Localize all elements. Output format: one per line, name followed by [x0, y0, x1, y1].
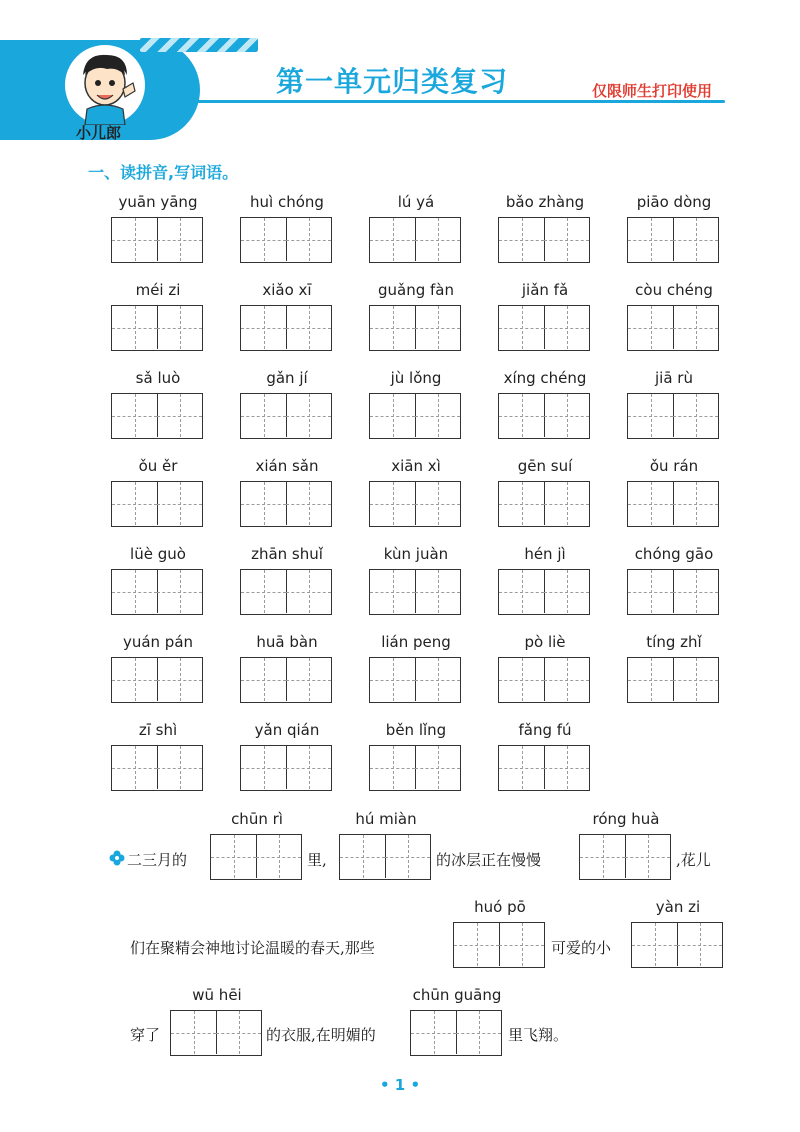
writing-box[interactable]: [170, 1010, 262, 1056]
writing-square[interactable]: [112, 394, 158, 437]
pinyin-label: zhān shuǐ: [251, 545, 323, 563]
writing-box[interactable]: [410, 1010, 502, 1056]
writing-box[interactable]: [498, 481, 590, 527]
pinyin-label: xiān xì: [391, 457, 441, 475]
pinyin-label: yuán pán: [122, 633, 194, 651]
writing-square[interactable]: [157, 218, 202, 261]
pinyin-label: xiǎo xī: [262, 281, 312, 299]
writing-box[interactable]: [240, 569, 332, 615]
writing-square[interactable]: [544, 658, 589, 701]
writing-box[interactable]: [111, 217, 203, 263]
writing-box[interactable]: [240, 481, 332, 527]
writing-box[interactable]: [369, 393, 461, 439]
pinyin-label: fǎng fú: [518, 721, 572, 739]
writing-square[interactable]: [241, 658, 287, 701]
writing-square[interactable]: [157, 658, 202, 701]
writing-square[interactable]: [544, 306, 589, 349]
writing-box[interactable]: [498, 657, 590, 703]
writing-square[interactable]: [241, 394, 287, 437]
writing-square[interactable]: [415, 482, 460, 525]
writing-square[interactable]: [286, 658, 331, 701]
writing-square[interactable]: [673, 658, 718, 701]
pinyin-label: hén jì: [524, 545, 566, 563]
writing-box[interactable]: [339, 834, 431, 880]
writing-box[interactable]: [498, 393, 590, 439]
writing-square[interactable]: [370, 482, 416, 525]
writing-square[interactable]: [628, 658, 674, 701]
writing-square[interactable]: [673, 394, 718, 437]
pinyin-label: ǒu rán: [649, 457, 699, 475]
pinyin-label: guǎng fàn: [378, 281, 454, 299]
writing-square[interactable]: [411, 1011, 457, 1054]
pinyin-label: hú miàn: [355, 810, 417, 828]
pinyin-label: wū hēi: [192, 986, 242, 1004]
writing-square[interactable]: [632, 923, 678, 966]
header-stripes: [140, 38, 258, 52]
writing-box[interactable]: [111, 481, 203, 527]
pinyin-label: kùn juàn: [383, 545, 449, 563]
writing-square[interactable]: [628, 482, 674, 525]
writing-box[interactable]: [579, 834, 671, 880]
writing-square[interactable]: [499, 306, 545, 349]
writing-square[interactable]: [112, 746, 158, 789]
writing-square[interactable]: [216, 1011, 261, 1054]
writing-square[interactable]: [544, 482, 589, 525]
writing-square[interactable]: [370, 306, 416, 349]
writing-square[interactable]: [673, 306, 718, 349]
pinyin-label: xián sǎn: [255, 457, 319, 475]
header-banner: [0, 0, 800, 140]
writing-square[interactable]: [112, 658, 158, 701]
passage-text: 穿了: [130, 1026, 161, 1044]
writing-square[interactable]: [673, 218, 718, 261]
writing-square[interactable]: [112, 306, 158, 349]
usage-note: 仅限师生打印使用: [592, 82, 713, 100]
pinyin-label: pò liè: [524, 633, 566, 651]
writing-square[interactable]: [112, 570, 158, 613]
pinyin-label: xíng chéng: [503, 369, 587, 387]
writing-square[interactable]: [499, 218, 545, 261]
writing-square[interactable]: [241, 570, 287, 613]
writing-square[interactable]: [544, 746, 589, 789]
pinyin-label: lú yá: [397, 193, 435, 211]
writing-square[interactable]: [673, 482, 718, 525]
writing-box[interactable]: [111, 305, 203, 351]
pinyin-label: piāo dòng: [636, 193, 712, 211]
writing-box[interactable]: [240, 217, 332, 263]
writing-square[interactable]: [544, 394, 589, 437]
pinyin-label: běn lǐng: [385, 721, 447, 739]
passage-text: 的衣服,在明媚的: [266, 1026, 376, 1044]
writing-square[interactable]: [286, 394, 331, 437]
writing-box[interactable]: [111, 745, 203, 791]
writing-square[interactable]: [157, 746, 202, 789]
page-title: 第一单元归类复习: [276, 65, 509, 98]
writing-box[interactable]: [369, 217, 461, 263]
pinyin-label: huì chóng: [250, 193, 324, 211]
writing-box[interactable]: [369, 569, 461, 615]
pinyin-label: gǎn jí: [266, 369, 308, 387]
passage-text: 里飞翔。: [508, 1026, 569, 1044]
writing-box[interactable]: [369, 745, 461, 791]
mascot-label: 小儿郎: [76, 124, 122, 142]
writing-square[interactable]: [580, 835, 626, 878]
pinyin-label: gēn suí: [517, 457, 573, 475]
pinyin-label: tíng zhǐ: [646, 633, 702, 651]
passage-text: 二三月的: [127, 851, 188, 869]
writing-square[interactable]: [544, 570, 589, 613]
writing-box[interactable]: [240, 393, 332, 439]
writing-square[interactable]: [628, 570, 674, 613]
writing-box[interactable]: [240, 305, 332, 351]
writing-square[interactable]: [415, 394, 460, 437]
pinyin-label: lüè guò: [130, 545, 186, 563]
page-number: • 1 •: [379, 1076, 421, 1094]
mascot-avatar: [62, 42, 148, 128]
writing-square[interactable]: [673, 570, 718, 613]
pinyin-label: huā bàn: [256, 633, 318, 651]
writing-box[interactable]: [369, 305, 461, 351]
writing-box[interactable]: [627, 569, 719, 615]
writing-square[interactable]: [241, 482, 287, 525]
writing-square[interactable]: [157, 570, 202, 613]
writing-square[interactable]: [628, 306, 674, 349]
writing-square[interactable]: [171, 1011, 217, 1054]
writing-square[interactable]: [286, 306, 331, 349]
pinyin-label: jù lǒng: [390, 369, 442, 387]
boy-mascot-icon: [65, 45, 145, 125]
writing-square[interactable]: [499, 394, 545, 437]
writing-box[interactable]: [111, 657, 203, 703]
writing-box[interactable]: [498, 745, 590, 791]
pinyin-label: yuān yāng: [118, 193, 198, 211]
writing-square[interactable]: [415, 746, 460, 789]
writing-square[interactable]: [677, 923, 722, 966]
writing-box[interactable]: [111, 569, 203, 615]
writing-square[interactable]: [415, 658, 460, 701]
writing-square[interactable]: [544, 218, 589, 261]
writing-box[interactable]: [111, 393, 203, 439]
writing-square[interactable]: [286, 746, 331, 789]
writing-square[interactable]: [112, 482, 158, 525]
writing-square[interactable]: [370, 394, 416, 437]
pinyin-label: chūn guāng: [412, 986, 502, 1004]
writing-square[interactable]: [499, 746, 545, 789]
writing-square[interactable]: [499, 570, 545, 613]
writing-square[interactable]: [211, 835, 257, 878]
pinyin-label: còu chéng: [635, 281, 713, 299]
pinyin-label: chóng gāo: [634, 545, 714, 563]
pinyin-label: róng huà: [592, 810, 660, 828]
writing-square[interactable]: [415, 570, 460, 613]
writing-square[interactable]: [415, 218, 460, 261]
writing-box[interactable]: [498, 569, 590, 615]
writing-square[interactable]: [340, 835, 386, 878]
writing-square[interactable]: [628, 218, 674, 261]
writing-box[interactable]: [453, 922, 545, 968]
writing-square[interactable]: [628, 394, 674, 437]
pinyin-label: zī shì: [138, 721, 178, 739]
pinyin-label: ǒu ěr: [138, 457, 178, 475]
pinyin-label: méi zi: [135, 281, 181, 299]
pinyin-label: yǎn qián: [254, 721, 320, 739]
writing-box[interactable]: [369, 481, 461, 527]
writing-square[interactable]: [112, 218, 158, 261]
writing-square[interactable]: [370, 218, 416, 261]
writing-box[interactable]: [627, 393, 719, 439]
writing-square[interactable]: [286, 218, 331, 261]
writing-square[interactable]: [454, 923, 500, 966]
clover-icon: [109, 850, 125, 866]
pinyin-label: huó pō: [474, 898, 526, 916]
writing-box[interactable]: [498, 305, 590, 351]
writing-square[interactable]: [499, 658, 545, 701]
section-heading: 一、读拼音,写词语。: [88, 163, 239, 182]
writing-box[interactable]: [627, 305, 719, 351]
writing-square[interactable]: [157, 306, 202, 349]
writing-square[interactable]: [286, 570, 331, 613]
writing-square[interactable]: [499, 923, 544, 966]
writing-box[interactable]: [240, 745, 332, 791]
writing-square[interactable]: [157, 394, 202, 437]
writing-square[interactable]: [415, 306, 460, 349]
writing-square[interactable]: [625, 835, 670, 878]
passage-text: 们在聚精会神地讨论温暖的春天,那些: [130, 939, 375, 957]
writing-box[interactable]: [627, 657, 719, 703]
writing-square[interactable]: [286, 482, 331, 525]
pinyin-label: jiǎn fǎ: [521, 281, 569, 299]
passage-text: ,花儿: [676, 851, 711, 869]
writing-square[interactable]: [385, 835, 430, 878]
pinyin-label: chūn rì: [231, 810, 283, 828]
passage-text: 里,: [307, 851, 327, 869]
writing-square[interactable]: [370, 570, 416, 613]
writing-box[interactable]: [369, 657, 461, 703]
writing-square[interactable]: [157, 482, 202, 525]
writing-box[interactable]: [631, 922, 723, 968]
pinyin-label: yàn zi: [655, 898, 701, 916]
writing-square[interactable]: [456, 1011, 501, 1054]
pinyin-label: sǎ luò: [135, 369, 181, 387]
writing-box[interactable]: [627, 217, 719, 263]
writing-box[interactable]: [498, 217, 590, 263]
writing-square[interactable]: [256, 835, 301, 878]
passage-text: 的冰层正在慢慢: [436, 851, 542, 869]
writing-square[interactable]: [370, 746, 416, 789]
writing-box[interactable]: [627, 481, 719, 527]
writing-square[interactable]: [241, 306, 287, 349]
writing-square[interactable]: [241, 746, 287, 789]
pinyin-label: bǎo zhàng: [505, 193, 585, 211]
pinyin-label: jiā rù: [655, 369, 693, 387]
pinyin-label: lián peng: [381, 633, 451, 651]
writing-square[interactable]: [241, 218, 287, 261]
writing-square[interactable]: [370, 658, 416, 701]
passage-text: 可爱的小: [551, 939, 612, 957]
writing-box[interactable]: [240, 657, 332, 703]
writing-box[interactable]: [210, 834, 302, 880]
writing-square[interactable]: [499, 482, 545, 525]
